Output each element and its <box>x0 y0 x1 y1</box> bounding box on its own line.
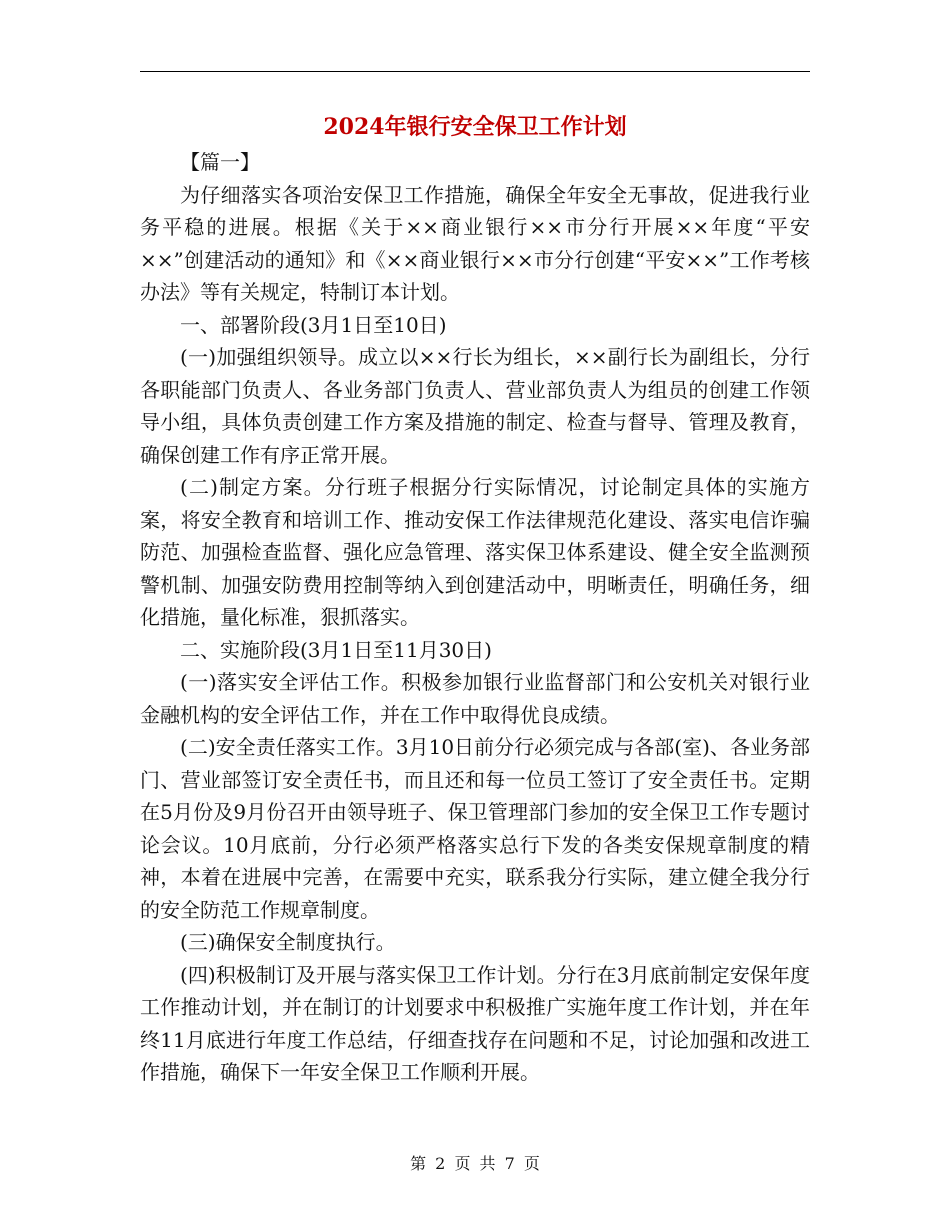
header-rule <box>140 71 810 72</box>
section-label: 【篇一】 <box>180 150 260 174</box>
paragraph-intro: 为仔细落实各项治安保卫工作措施，确保全年安全无事故，促进我行业务平稳的进展。根据《关于××商业银行××市分行开展××年度“平安××”创建活动的通知》和《××商业银行××市分行创建“平安××”工作考核办法》等有关规定，特制订本计划。 <box>140 182 810 304</box>
paragraph-work-plan: (四)积极制订及开展与落实保卫工作计划。分行在3月底前制定安保年度工作推动计划，并在制订的计划要求中积极推广实施年度工作计划，并在年终11月底进行年度工作总结，仔细查找存在问题和不足，讨论加强和改进工作措施，确保下一年安全保卫工作顺利开展。 <box>140 962 810 1084</box>
document-body <box>140 146 810 1089</box>
heading-deployment-phase: 一、部署阶段(3月1日至10日) <box>180 312 447 337</box>
paragraph-plan: (二)制定方案。分行班子根据分行实际情况，讨论制定具体的实施方案，将安全教育和培训工作、推动安保工作法律规范化建设、落实电信诈骗防范、加强检查监督、强化应急管理、落实保卫体系建设、健全安全监测预警机制、加强安防费用控制等纳入到创建活动中，明晰责任，明确任务，细化措施，量化标准，狠抓落实。 <box>140 475 810 629</box>
paragraph-leadership: (一)加强组织领导。成立以××行长为组长，××副行长为副组长，分行各职能部门负责人、各业务部门负责人、营业部负责人为组员的创建工作领导小组，具体负责创建工作方案及措施的制定、检查与督导、管理及教育，确保创建工作有序正常开展。 <box>140 345 810 467</box>
paragraph-enforcement: (三)确保安全制度执行。 <box>180 930 396 954</box>
paragraph-assessment: (一)落实安全评估工作。积极参加银行业监督部门和公安机关对银行业金融机构的安全评估工作，并在工作中取得优良成绩。 <box>140 670 810 727</box>
heading-implementation-phase: 二、实施阶段(3月1日至11月30日) <box>180 637 492 662</box>
page-number: 第 2 页 共 7 页 <box>410 1154 540 1173</box>
document-title: 2024年银行安全保卫工作计划 <box>323 114 627 140</box>
paragraph-responsibility: (二)安全责任落实工作。3月10日前分行必须完成与各部(室)、各业务部门、营业部签订安全责任书，而且还和每一位员工签订了安全责任书。定期在5月份及9月份召开由领导班子、保卫管理部门参加的安全保卫工作专题讨论会议。10月底前，分行必须严格落实总行下发的各类安保规章制度的精神，本着在进展中完善，在需要中充实，联系我分行实际，建立健全我分行的安全防范工作规章制度。 <box>140 735 810 922</box>
